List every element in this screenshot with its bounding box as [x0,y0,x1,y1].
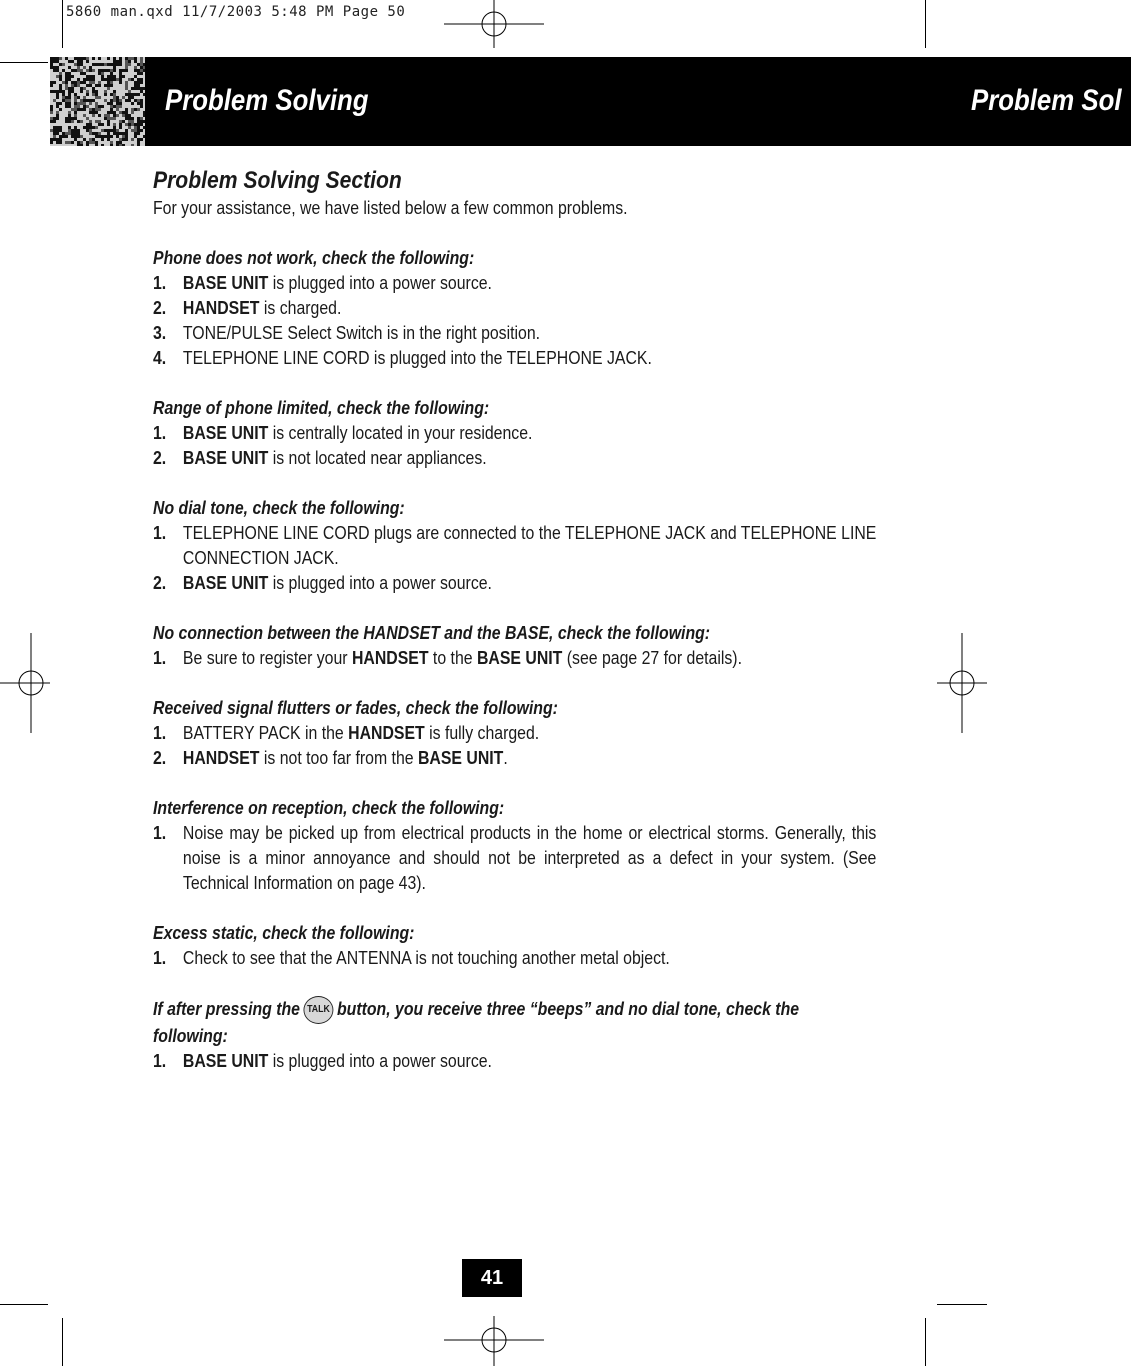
item-text: is fully charged. [424,723,540,743]
header-title-right: Problem Sol [971,84,1122,117]
term: BASE UNIT [182,1051,269,1071]
list-item [153,746,876,771]
item-number: 1. [153,823,167,843]
header-texture-graphic [50,57,145,146]
item-number: 1. [153,648,167,668]
term: BASE UNIT [417,748,504,768]
item-text: is plugged into a power source. [268,1051,492,1071]
list-item [153,446,876,471]
item-text: . [503,748,508,768]
list-item [153,721,876,746]
item-text: is plugged into a power source. [268,273,492,293]
term: BASE UNIT [476,648,563,668]
item-text: to the [428,648,477,668]
list-item [153,346,876,371]
crop-mark [0,1304,48,1305]
term: HANDSET [348,723,425,743]
problem-heading: No connection between the HANDSET and the BASE, check the following: [153,623,711,643]
list-item [153,1049,876,1074]
list-item [153,421,876,446]
item-number: 2. [153,573,167,593]
section-intro: For your assistance, we have listed below a few common problems. [153,198,628,218]
item-text: is centrally located in your residence. [268,423,533,443]
section-title: Problem Solving Section [153,167,402,194]
item-number: 1. [153,1051,167,1071]
print-slug: 5860 man.qxd 11/7/2003 5:48 PM Page 50 [66,4,406,20]
crop-mark [925,0,926,48]
crop-mark [62,1318,63,1366]
crop-mark [925,1318,926,1366]
list-item [153,646,876,671]
term: BASE UNIT [182,273,269,293]
crop-mark [937,1304,987,1305]
term: HANDSET [351,648,429,668]
term: BASE UNIT [182,448,269,468]
problem-heading: No dial tone, check the following: [153,498,405,518]
item-number: 1. [153,273,167,293]
term: BASE UNIT [182,423,269,443]
list-item [153,521,876,571]
item-text: TONE/PULSE Select Switch is in the right position. [182,323,541,343]
item-number: 1. [153,723,167,743]
item-text: is not too far from the [259,748,418,768]
problem-heading: Received signal flutters or fades, check the following: [153,698,558,718]
list-item [153,571,876,596]
item-text: Be sure to register your [182,648,352,668]
item-text: Noise may be picked up from electrical products in the home or electrical storms. Generally, this noise is a minor annoyance and should not be interpreted as a defect in your system. (See Technical Information on page 43). [182,823,877,893]
registration-mark-right [937,633,987,733]
term: HANDSET [182,298,260,318]
term: HANDSET [182,748,260,768]
problem-heading: Interference on reception, check the following: [153,798,505,818]
list-item [153,271,876,296]
item-number: 1. [153,523,167,543]
item-number: 3. [153,323,167,343]
problem-heading: Excess static, check the following: [153,923,415,943]
list-item [153,821,876,896]
item-number: 4. [153,348,167,368]
heading-text: button, you receive three “beeps” and no dial tone, check the following: [153,998,800,1046]
page-number: 41 [462,1259,522,1297]
crop-mark [62,0,63,48]
item-number: 2. [153,748,167,768]
item-number: 2. [153,298,167,318]
registration-mark-bottom [444,1316,544,1366]
item-text: BATTERY PACK in the [182,723,349,743]
list-item [153,321,876,346]
list-item [153,296,876,321]
item-text: is not located near appliances. [268,448,487,468]
item-number: 1. [153,423,167,443]
problem-heading: Range of phone limited, check the following: [153,398,490,418]
list-item [153,946,876,971]
registration-mark-left [0,633,50,733]
talk-button-icon: TALK [304,996,334,1024]
item-text: is charged. [259,298,342,318]
item-number: 1. [153,948,167,968]
item-text: TELEPHONE LINE CORD plugs are connected to the TELEPHONE JACK and TELEPHONE LINE CONNECTION JACK. [182,523,877,568]
item-text: Check to see that the ANTENNA is not touching another metal object. [182,948,670,968]
problem-heading: Phone does not work, check the following: [153,248,475,268]
heading-text: If after pressing the [153,998,301,1019]
header-title-left: Problem Solving [165,84,369,117]
crop-mark [0,62,48,63]
content-area [153,166,876,1074]
term: BASE UNIT [182,573,269,593]
problem-heading [153,996,876,1049]
item-text: is plugged into a power source. [268,573,492,593]
item-number: 2. [153,448,167,468]
item-text: TELEPHONE LINE CORD is plugged into the TELEPHONE JACK. [182,348,652,368]
registration-mark-top [444,0,544,48]
item-text: (see page 27 for details). [562,648,742,668]
